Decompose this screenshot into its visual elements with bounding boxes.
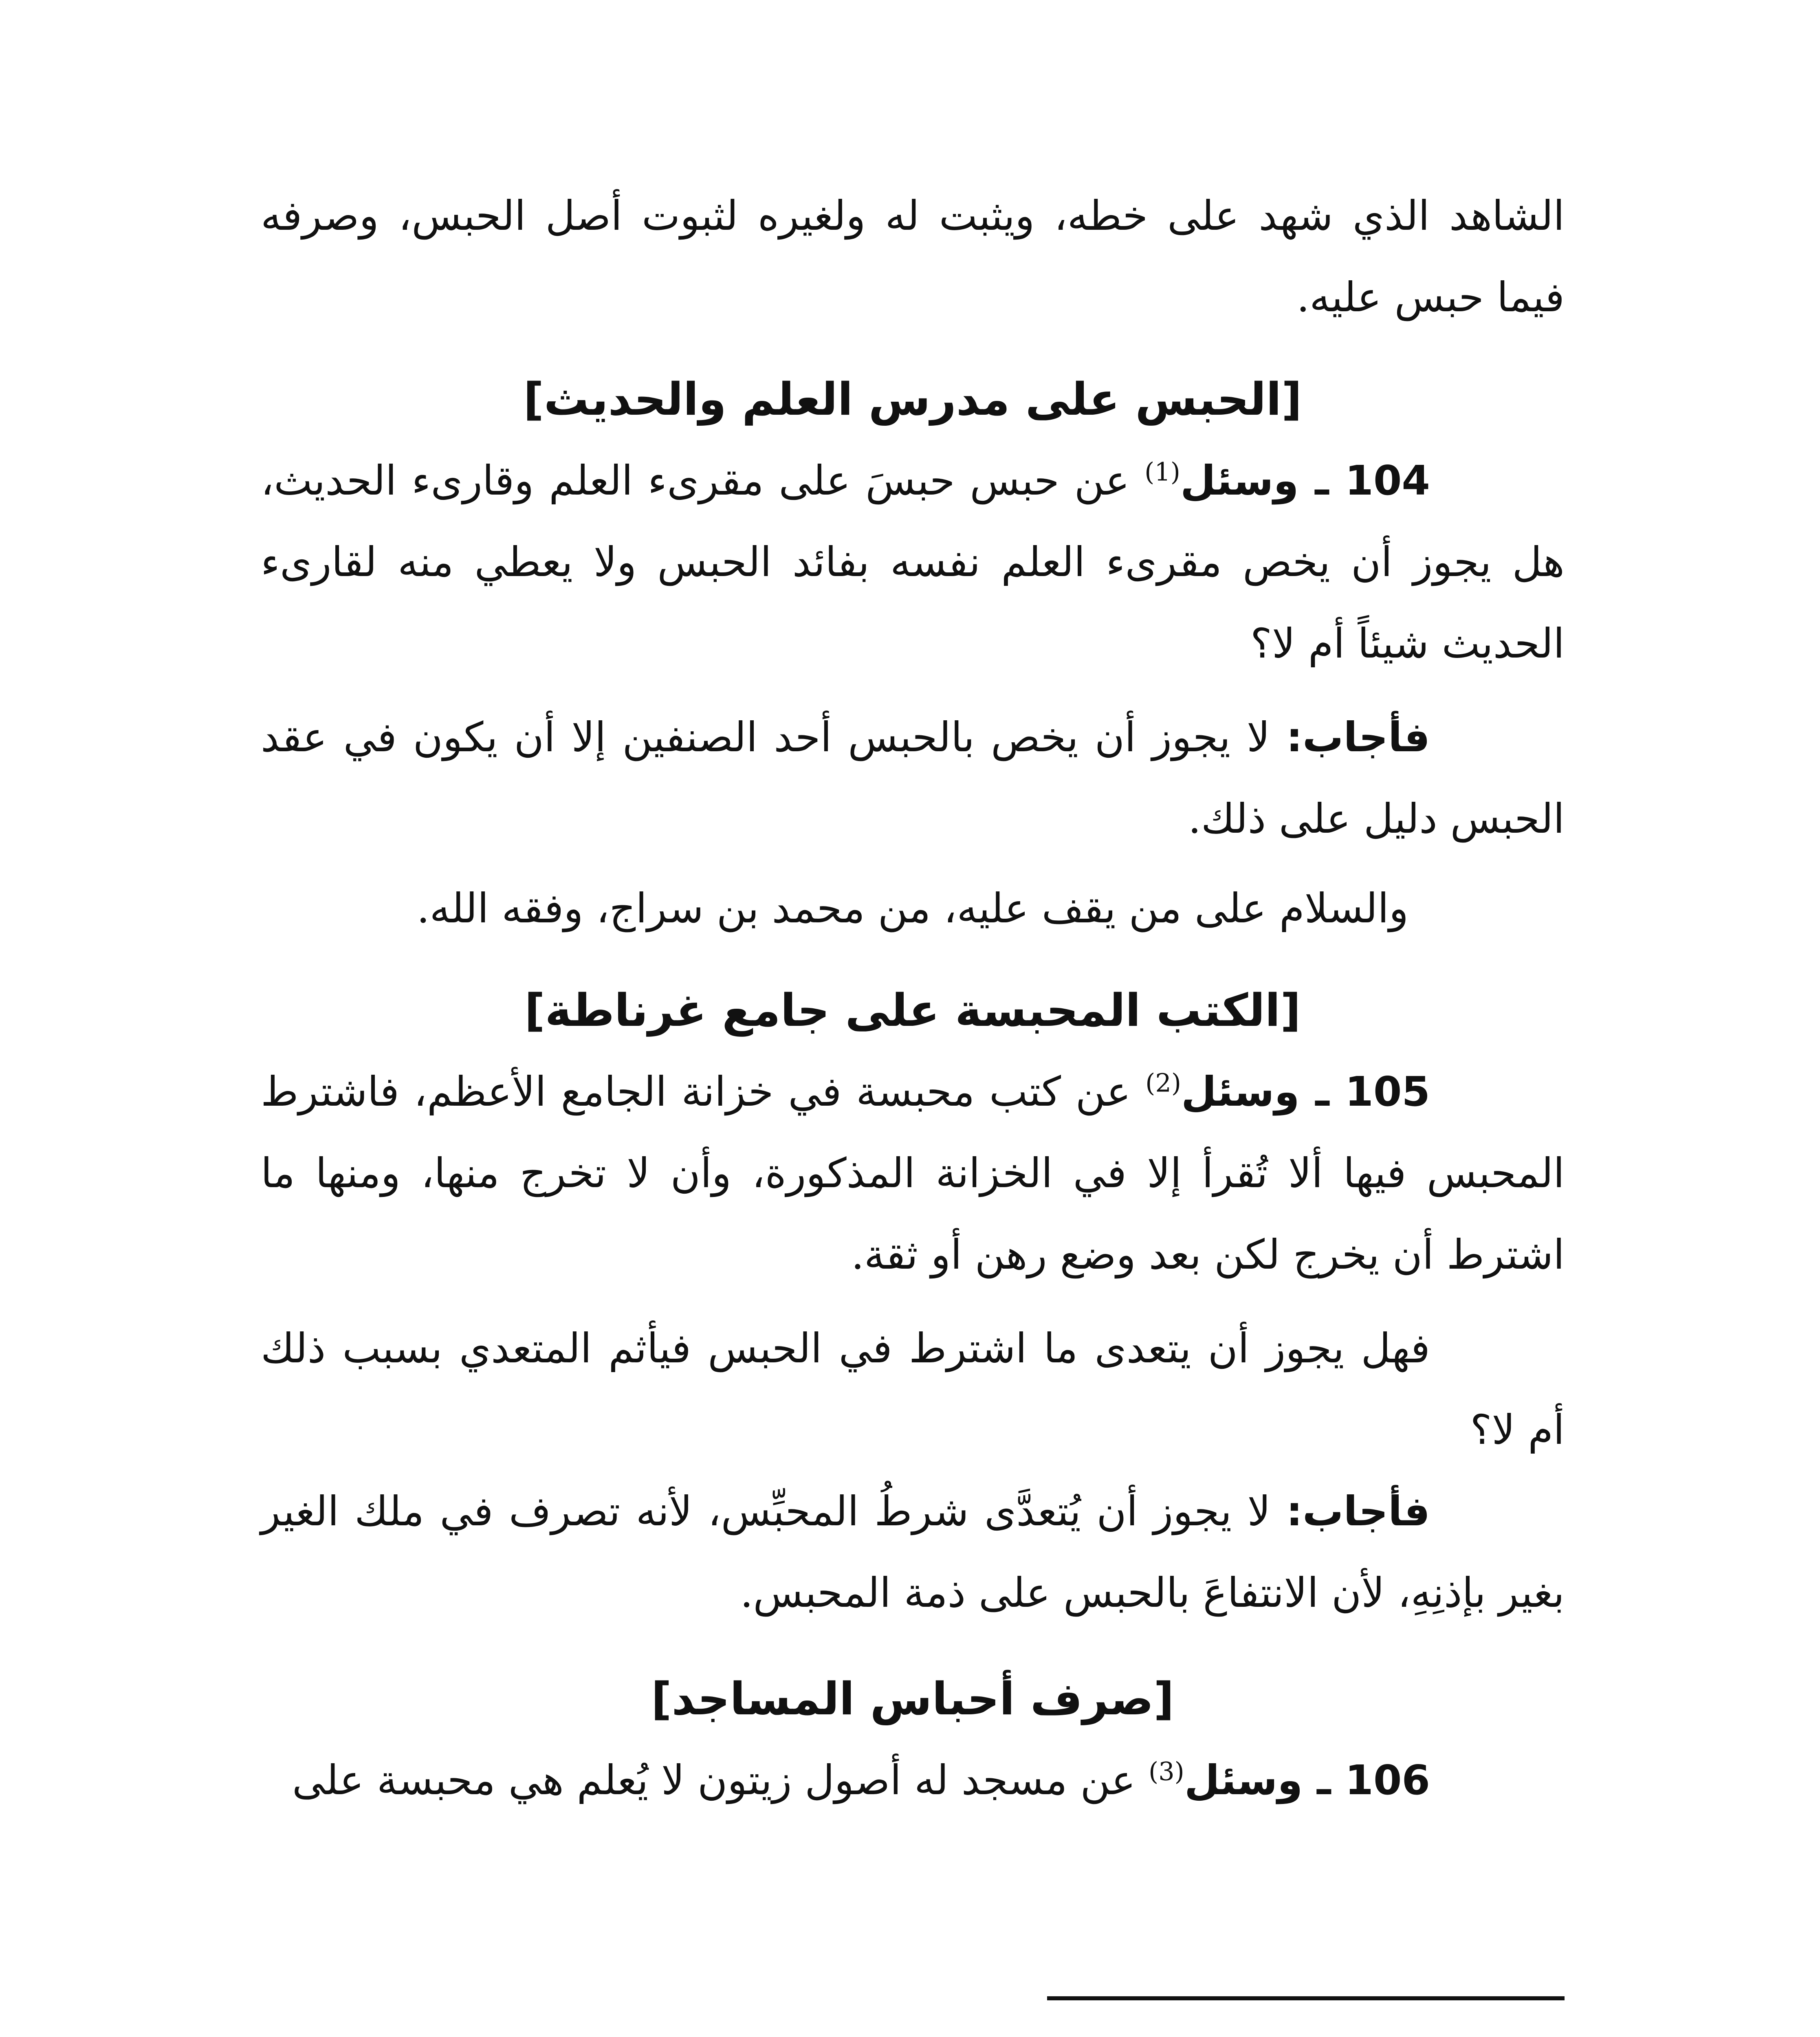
- answer-text: لا يجوز أن يُتعدَّى شرطُ المحبِّس، لأنه تصرف في ملك الغير بغير بإذنِهِ، لأن الانتفاعَ بالحبس على ذمة المحبس.: [261, 1487, 1565, 1617]
- question-106: [261, 1740, 1565, 1821]
- section-heading-mosque-endowments: [صرف أحباس المساجد]: [651, 1673, 1174, 1725]
- footnote-ref-3: (3): [1149, 1756, 1184, 1786]
- question-lead-word: وسئل: [1184, 1756, 1303, 1804]
- answer-text: لا يجوز أن يخص بالحبس أحد الصنفين إلا أن يكون في عقد الحبس دليل على ذلك.: [261, 713, 1565, 843]
- footnotes: [407, 2027, 1565, 2037]
- answer-lead-word: فأجاب:: [1286, 1487, 1430, 1535]
- question-lead-word: وسئل: [1181, 1068, 1300, 1115]
- answer-104: [261, 697, 1565, 860]
- main-text: [261, 175, 1565, 1821]
- question-number: 105: [1345, 1068, 1430, 1115]
- question-text: عن حبس حبسَ على مقرىء العلم وقارىء الحديث، هل يجوز أن يخص مقرىء العلم نفسه بفائد الحبس ولا يعطي منه لقارىء الحديث شيئاً أم لا؟: [261, 457, 1565, 667]
- section-heading-teaching-endowment: [الحبس على مدرس العلم والحديث]: [523, 373, 1302, 425]
- question-text: عن مسجد له أصول زيتون لا يُعلم هي محبسة على: [292, 1756, 1149, 1804]
- closing-salutation: والسلام على من يقف عليه، من محمد بن سراج، وفقه الله.: [416, 884, 1409, 932]
- section-heading-granada-books: [الكتب المحبسة على جامع غرناطة]: [524, 984, 1301, 1036]
- question-105: [261, 1051, 1565, 1296]
- question-105-continued: فهل يجوز أن يتعدى ما اشترط في الحبس فيأثم المتعدي بسبب ذلك أم لا؟: [261, 1324, 1565, 1454]
- question-dash: ـ: [1298, 457, 1345, 504]
- answer-lead-word: فأجاب:: [1286, 713, 1430, 761]
- footnote-divider: [1047, 1996, 1565, 2000]
- answer-105: [261, 1471, 1565, 1634]
- question-dash: ـ: [1299, 1068, 1345, 1115]
- question-dash: ـ: [1303, 1756, 1345, 1804]
- question-text: عن كتب محبسة في خزانة الجامع الأعظم، فاشترط المحبس فيها ألا تُقرأ إلا في الخزانة المذكورة، وأن لا تخرج منها، ومنها ما اشترط أن يخرج لكن بعد وضع رهن أو ثقة.: [261, 1068, 1565, 1278]
- question-lead-word: وسئل: [1180, 457, 1299, 504]
- intro-paragraph: الشاهد الذي شهد على خطه، ويثبت له ولغيره لثبوت أصل الحبس، وصرفه فيما حبس عليه.: [261, 192, 1565, 321]
- question-104: [261, 440, 1565, 684]
- question-number: 104: [1345, 457, 1430, 504]
- footnote-ref-1: (1): [1144, 457, 1180, 487]
- footnote-marker: [1475, 2027, 1565, 2037]
- footnote-1: [407, 2027, 1565, 2037]
- question-number: 106: [1345, 1756, 1430, 1804]
- footnote-ref-2: (2): [1145, 1068, 1182, 1098]
